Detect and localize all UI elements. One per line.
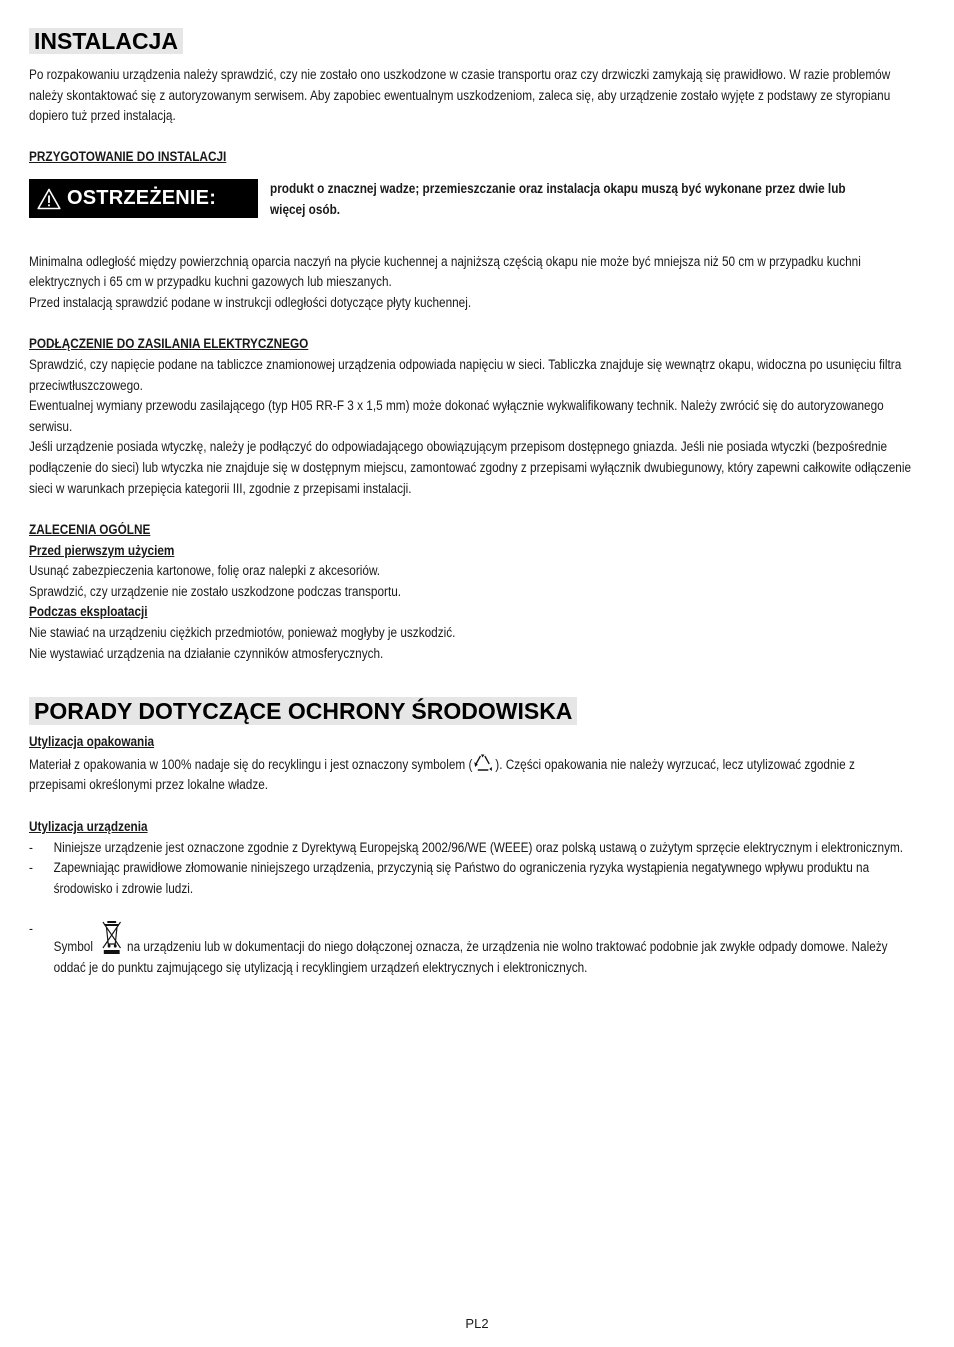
device-bullet-1 — [29, 838, 913, 859]
distance-note: Przed instalacją sprawdzić podane w instrukcji odległości dotyczące płyty kuchennej. — [29, 294, 472, 310]
bullet-text — [54, 919, 914, 978]
packaging-heading: Utylizacja opakowania — [29, 734, 155, 750]
operation-line-1: Nie stawiać na urządzeniu ciężkich przedmiotów, ponieważ mogłyby je uszkodzić. — [29, 625, 456, 641]
operation-heading: Podczas eksploatacji — [29, 604, 148, 620]
power-paragraph-2: Ewentualnej wymiany przewodu zasilającego (typ H05 RR-F 3 x 1,5 mm) może dokonać wyłącznie wykwalifikowany technik. Należy zwrócić się do autoryzowanego serwisu. — [29, 398, 884, 434]
section-title-environment: PORADY DOTYCZĄCE OCHRONY ŚRODOWISKA — [29, 697, 577, 725]
bullet-dash: - — [29, 921, 33, 937]
power-paragraph-1: Sprawdzić, czy napięcie podane na tabliczce znamionowej urządzenia odpowiada napięciu w sieci. Tabliczka znajduje się wewnątrz okapu, widoczna po usunięciu filtra przeciwtłuszczowego. — [29, 356, 902, 393]
intro-paragraph: Po rozpakowaniu urządzenia należy sprawdzić, czy nie zostało ono uszkodzone w czasie transportu oraz czy drzwiczki zamykają się prawidłowo. W razie problemów należy skontaktować się z autoryzowanym serwisem. Aby zapobiec ewentualnym uszkodzeniom, zaleca się, aby urządzenie zostało wyjęte z podstawy ze styropianu dopiero tuż przed instalacją. — [29, 67, 891, 124]
warning-text: produkt o znacznej wadze; przemieszczanie oraz instalacja okapu muszą być wykonane przez dwie lub więcej osób. — [270, 181, 846, 217]
page-number: PL2 — [465, 1316, 489, 1331]
warning-row — [29, 179, 915, 220]
device-bullet-3 — [29, 919, 913, 978]
packaging-paragraph — [29, 753, 913, 796]
power-paragraph-3: Jeśli urządzenie posiada wtyczkę, należy je podłączyć do odpowiadającego obowiązującym przepisom dostępnego gniazda. Jeśli nie posiada wtyczki (bezpośrednie podłączenie do sieci) lub wtyczka nie znajduje się w dostępnym miejscu, zamontować zgodny z przepisami wyłącznik dwubiegunowy, który zapewni całkowite odłączenie sieci w warunkach przepięcia kategorii III, zgodnie z przepisami instalacji. — [29, 439, 912, 496]
packaging-text-before: Materiał z opakowania w 100% nadaje się do recyklingu i jest oznaczony symbolem ( — [29, 756, 473, 772]
bullet-dash: - — [29, 839, 33, 855]
power-heading: PODŁĄCZENIE DO ZASILANIA ELEKTRYCZNEGO — [29, 336, 309, 352]
operation-line-2: Nie wystawiać urządzenia na działanie czynników atmosferycznych. — [29, 645, 384, 661]
device-bullet-2 — [29, 858, 913, 899]
bullet-3-text-after: na urządzeniu lub w dokumentacji do niego dołączonej oznacza, że urządzenia nie wolno traktować podobnie jak zwykłe odpady domowe. Należy oddać je do punktu zajmującego się utylizacją i recyklingiem urządzeń elektrycznych i elektronicznych. — [53, 939, 888, 975]
distance-paragraph: Minimalna odległość między powierzchnią oparcia naczyń na płycie kuchennej a najniższą częścią okapu nie może być mniejsza niż 50 cm w przypadku kuchni elektrycznych i 65 cm w przypadku kuchni gazowych lub mieszanych. — [29, 253, 861, 290]
bullet-3-text-before: Symbol — [53, 939, 93, 955]
first-use-heading: Przed pierwszym użyciem — [29, 542, 175, 558]
bullet-text: Zapewniając prawidłowe złomowanie niniejszego urządzenia, przyczynią się Państwo do ograniczenia ryzyka wystąpienia negatywnego wpływu produktu na środowisko i zdrowie ludzi. — [53, 860, 870, 896]
first-use-line-2: Sprawdzić, czy urządzenie nie zostało uszkodzone podczas transportu. — [29, 583, 402, 599]
bullet-dash: - — [29, 860, 33, 876]
section-title-instalacja: INSTALACJA — [29, 28, 183, 54]
warning-box — [29, 179, 258, 218]
first-use-line-1: Usunąć zabezpieczenia kartonowe, folię oraz nalepki z akcesoriów. — [29, 563, 381, 579]
warning-text-block — [270, 179, 954, 220]
warning-label: OSTRZEŻENIE: — [67, 187, 217, 210]
page-content — [29, 28, 915, 979]
device-heading: Utylizacja urządzenia — [29, 819, 148, 835]
warning-triangle-icon — [37, 188, 61, 210]
prep-heading: PRZYGOTOWANIE DO INSTALACJI — [29, 148, 227, 164]
crossed-out-bin-icon — [100, 919, 125, 955]
packaging-text-after: ). Części opakowania nie należy wyrzucać, lecz utylizować zgodnie z przepisami określonymi przez lokalne władze. — [29, 756, 855, 793]
general-heading: ZALECENIA OGÓLNE — [29, 522, 151, 538]
recycle-icon — [472, 753, 495, 773]
bullet-text: Niniejsze urządzenie jest oznaczone zgodnie z Dyrektywą Europejską 2002/96/WE (WEEE) oraz polską ustawą o zużytym sprzęcie elektrycznym i elektronicznym. — [53, 839, 904, 855]
